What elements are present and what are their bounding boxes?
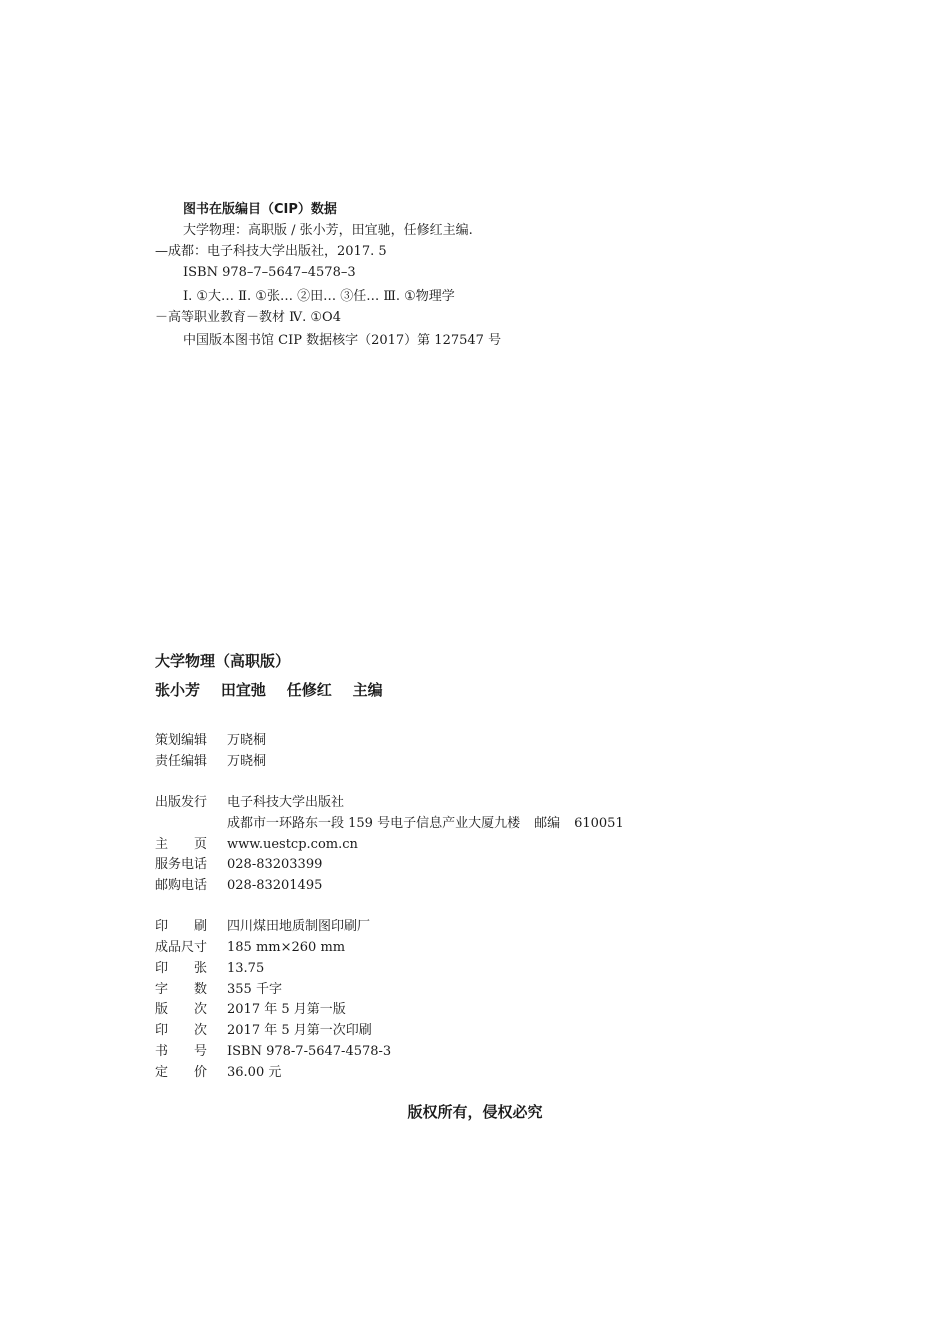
spec-value: ISBN 978-7-5647-4578-3 bbox=[227, 1044, 392, 1059]
cip-line-record: 中国版本图书馆 CIP 数据核字（2017）第 127547 号 bbox=[183, 333, 502, 348]
editor-label: 策划编辑 bbox=[155, 733, 208, 748]
spec-value: 36.00 元 bbox=[227, 1065, 282, 1080]
book-title: 大学物理（高职版） bbox=[155, 652, 291, 670]
editor-value: 万晓桐 bbox=[227, 733, 267, 748]
postcode-label: 邮编 bbox=[534, 816, 561, 831]
editor-row-planning bbox=[155, 734, 266, 747]
spec-row-printing bbox=[155, 1024, 372, 1037]
spec-value: 185 mm×260 mm bbox=[227, 940, 346, 955]
publisher-address-row bbox=[227, 817, 624, 830]
cip-heading: 图书在版编目（CIP）数据 bbox=[183, 202, 337, 217]
book-authors: 张小芳 田宜弛 任修红 主编 bbox=[155, 681, 383, 699]
spec-value: 13.75 bbox=[227, 961, 265, 976]
spec-row-sheets bbox=[155, 962, 264, 975]
spec-row-edition bbox=[155, 1003, 346, 1016]
publisher-label: 出版发行 bbox=[155, 795, 208, 810]
contact-value: 028-83201495 bbox=[227, 878, 323, 893]
contact-row-homepage bbox=[155, 838, 358, 851]
spec-value: 四川煤田地质制图印刷厂 bbox=[227, 919, 371, 934]
copyright-notice: 版权所有，侵权必究 bbox=[407, 1103, 543, 1121]
editor-value: 万晓桐 bbox=[227, 754, 267, 769]
publisher-name: 电子科技大学出版社 bbox=[227, 795, 345, 810]
spec-row-price bbox=[155, 1066, 281, 1079]
postcode-value: 610051 bbox=[574, 816, 624, 831]
spec-label: 书 号 bbox=[155, 1044, 208, 1059]
contact-label: 邮购电话 bbox=[155, 878, 208, 893]
contact-label: 主 页 bbox=[155, 837, 208, 852]
spec-value: 2017 年 5 月第一版 bbox=[227, 1002, 346, 1017]
cip-line-title: 大学物理：高职版 / 张小芳，田宜驰，任修红主编. bbox=[183, 223, 473, 238]
spec-label: 字 数 bbox=[155, 982, 208, 997]
editor-label: 责任编辑 bbox=[155, 754, 208, 769]
spec-label: 印 次 bbox=[155, 1023, 208, 1038]
spec-row-word-count bbox=[155, 983, 282, 996]
contact-value: www.uestcp.com.cn bbox=[227, 837, 358, 852]
publisher-row bbox=[155, 796, 344, 809]
contact-value: 028-83203399 bbox=[227, 857, 323, 872]
contact-label: 服务电话 bbox=[155, 857, 208, 872]
editor-row-responsible bbox=[155, 755, 266, 768]
spec-row-printer bbox=[155, 920, 370, 933]
contact-row-service-phone bbox=[155, 858, 322, 871]
spec-label: 定 价 bbox=[155, 1065, 208, 1080]
cip-line-classification: Ⅰ. ①大… Ⅱ. ①张… ②田… ③任… Ⅲ. ①物理学 bbox=[183, 289, 455, 304]
cip-line-classification-cont: －高等职业教育－教材 Ⅳ. ①O4 bbox=[155, 310, 341, 325]
spec-label: 版 次 bbox=[155, 1002, 208, 1017]
spec-value: 355 千字 bbox=[227, 982, 282, 997]
publisher-address: 成都市一环路东一段 159 号电子信息产业大厦九楼 bbox=[227, 816, 521, 831]
spec-row-isbn bbox=[155, 1045, 391, 1058]
spec-label: 印 张 bbox=[155, 961, 208, 976]
spec-value: 2017 年 5 月第一次印刷 bbox=[227, 1023, 372, 1038]
cip-line-publisher: —成都：电子科技大学出版社，2017. 5 bbox=[155, 244, 387, 259]
spec-label: 成品尺寸 bbox=[155, 940, 208, 955]
cip-line-isbn: ISBN 978–7–5647–4578–3 bbox=[183, 265, 356, 280]
contact-row-mail-order-phone bbox=[155, 879, 322, 892]
spec-label: 印 刷 bbox=[155, 919, 208, 934]
spec-row-size bbox=[155, 941, 345, 954]
